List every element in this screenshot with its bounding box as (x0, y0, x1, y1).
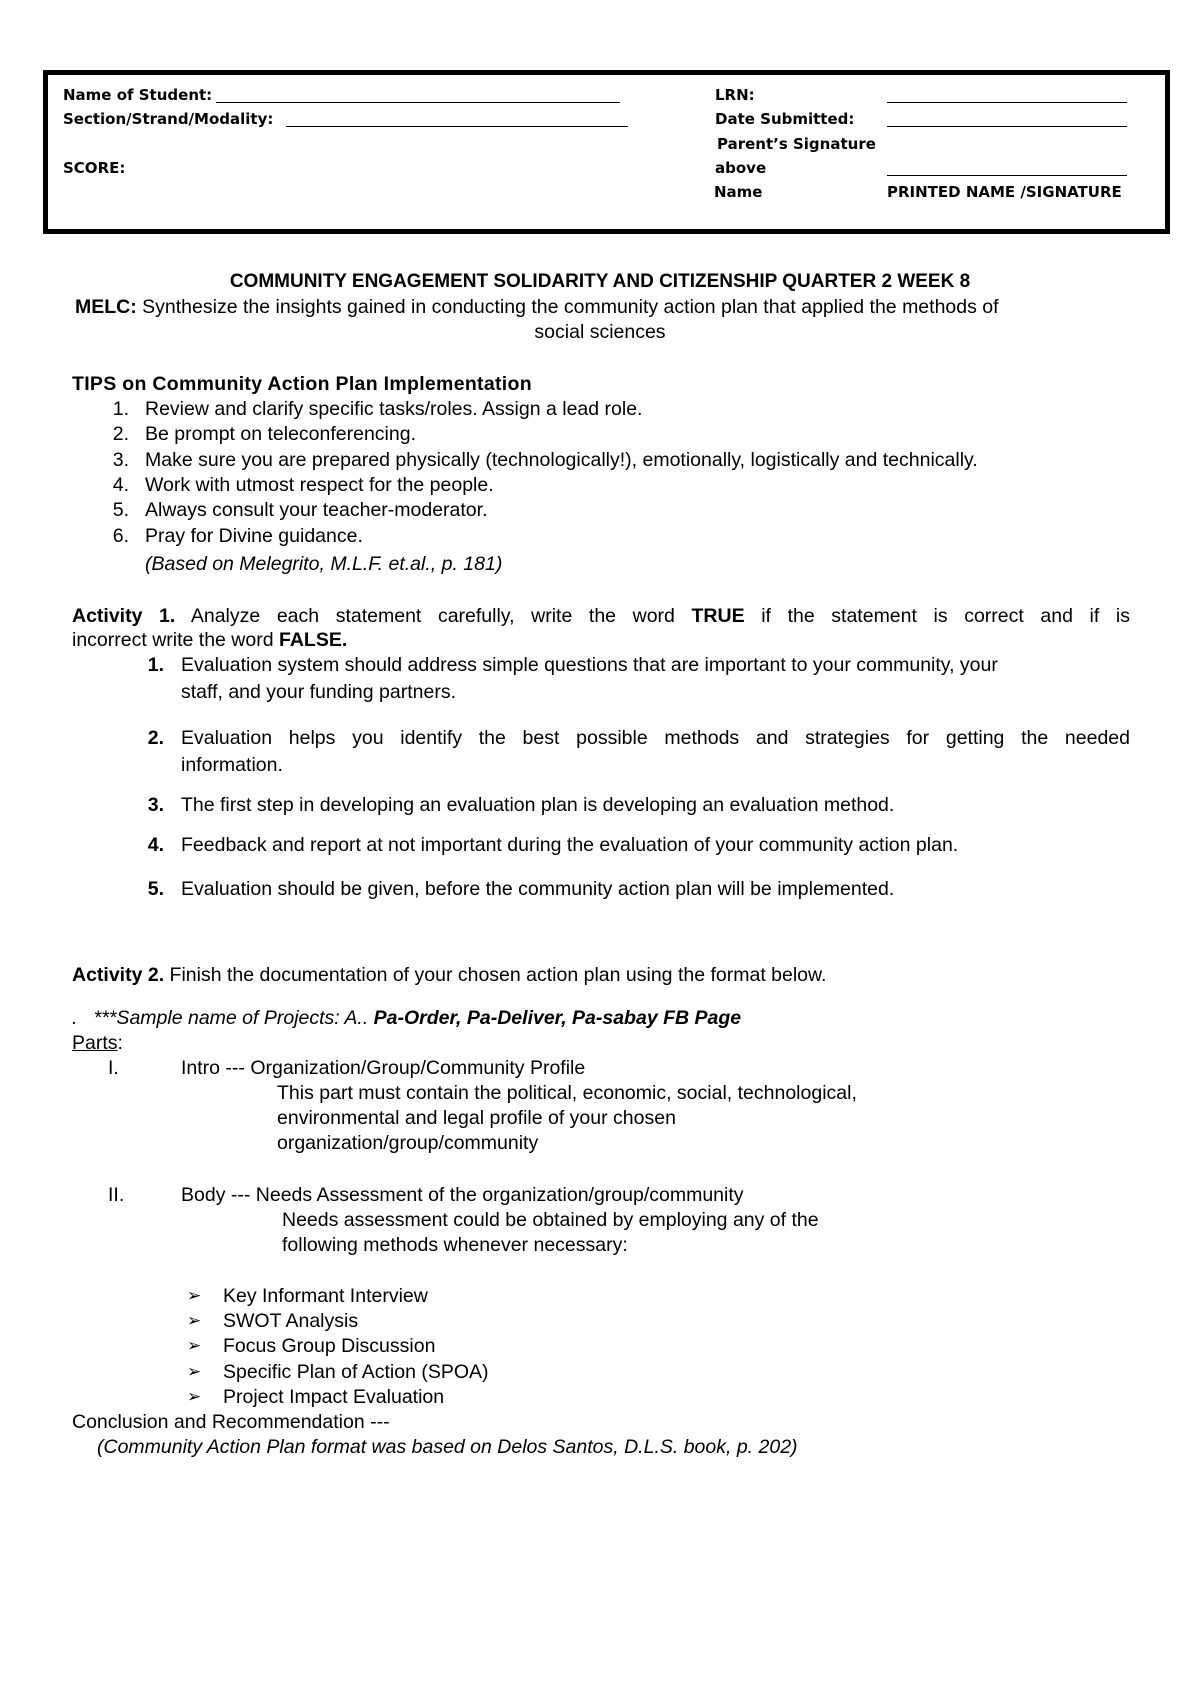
method-item: Specific Plan of Action (SPOA) (223, 1361, 489, 1383)
tip-number: 3. (112, 449, 129, 471)
arrow-bullet-icon: ➢ (187, 1362, 202, 1381)
activity2-label: Activity 2. (72, 964, 165, 986)
sample-projects (72, 1006, 741, 1030)
false-word: FALSE. (279, 629, 348, 651)
tip-text: Always consult your teacher-moderator. (145, 499, 488, 521)
section-field[interactable] (286, 126, 628, 127)
tip-text: Review and clarify specific tasks/roles. Assign a lead role. (145, 398, 643, 420)
part-number: I. (108, 1057, 119, 1079)
melc-label: MELC: (75, 296, 137, 318)
statement-number: 1. (147, 654, 164, 676)
tip-number: 6. (112, 525, 129, 547)
date-submitted-label: Date Submitted: (715, 110, 855, 128)
arrow-bullet-icon: ➢ (187, 1336, 202, 1355)
statement-number: 2. (147, 727, 164, 749)
statement-text: Evaluation should be given, before the community action plan will be implemented. (181, 878, 895, 900)
statement-text: The first step in developing an evaluation plan is developing an evaluation method. (181, 794, 895, 816)
tip-text: Make sure you are prepared physically (technologically!), emotionally, logistically and technically. (145, 449, 978, 471)
tips-heading: TIPS on Community Action Plan Implementation (72, 373, 532, 395)
statement-text: Evaluation system should address simple questions that are important to your community, your (181, 654, 998, 676)
parts-heading (72, 1031, 123, 1055)
tip-text: Work with utmost respect for the people. (145, 474, 494, 496)
date-submitted-field[interactable] (887, 126, 1127, 127)
part-number: II. (108, 1184, 125, 1206)
statement-number: 3. (147, 794, 164, 816)
page-title: COMMUNITY ENGAGEMENT SOLIDARITY AND CITIZENSHIP QUARTER 2 WEEK 8 (229, 271, 971, 292)
tip-text: Pray for Divine guidance. (145, 525, 363, 547)
name-of-student-field[interactable] (216, 102, 620, 103)
method-item: SWOT Analysis (223, 1310, 359, 1332)
parts-colon: : (117, 1032, 123, 1054)
statement-text: Feedback and report at not important during the evaluation of your community action plan. (181, 834, 959, 856)
tip-text: Be prompt on teleconferencing. (145, 423, 417, 445)
statement-text: information. (181, 754, 283, 776)
part2-desc-line: Needs assessment could be obtained by employing any of the (282, 1209, 819, 1231)
melc-line1 (75, 295, 999, 319)
statement-number: 5. (147, 878, 164, 900)
statement-text: staff, and your funding partners. (181, 681, 456, 703)
activity1-intro-b: if the statement is correct and if is (744, 605, 1130, 627)
activity2-intro (72, 963, 826, 987)
melc-text: Synthesize the insights gained in conducting the community action plan that applied the methods of (136, 296, 999, 318)
lrn-label: LRN: (715, 86, 755, 104)
method-item: Project Impact Evaluation (223, 1386, 445, 1408)
method-item: Key Informant Interview (223, 1285, 428, 1307)
method-item: Focus Group Discussion (223, 1335, 436, 1357)
tip-number: 1. (112, 398, 129, 420)
student-info-box (43, 70, 1170, 234)
part2-title: Body --- Needs Assessment of the organization/group/community (181, 1184, 744, 1206)
melc-line2: social sciences (534, 321, 666, 343)
activity1-label: Activity 1. (72, 605, 176, 627)
activity1-intro-line1 (72, 602, 1130, 630)
section-label: Section/Strand/Modality: (63, 110, 274, 128)
activity1-intro-c: incorrect write the word (72, 629, 279, 651)
arrow-bullet-icon: ➢ (187, 1286, 202, 1305)
score-label: SCORE: (63, 159, 126, 177)
part1-desc-line: environmental and legal profile of your chosen (277, 1107, 676, 1129)
activity2-intro-text: Finish the documentation of your chosen action plan using the format below. (164, 964, 827, 986)
tip-number: 5. (112, 499, 129, 521)
activity1-intro-line2 (72, 628, 347, 652)
parent-signature-label: Parent’s Signature (717, 135, 876, 153)
name-of-student-label: Name of Student: (63, 86, 213, 104)
arrow-bullet-icon: ➢ (187, 1387, 202, 1406)
sample-project-names: Pa-Order, Pa-Deliver, Pa-sabay FB Page (373, 1007, 742, 1029)
arrow-bullet-icon: ➢ (187, 1311, 202, 1330)
statement-number: 4. (147, 834, 164, 856)
lrn-field[interactable] (887, 102, 1127, 103)
activity1-intro-a: Analyze each statement carefully, write the word (175, 605, 692, 627)
above-label: above (715, 159, 767, 177)
parent-signature-field[interactable] (887, 175, 1127, 176)
true-word: TRUE (691, 605, 745, 627)
tip-number: 2. (112, 423, 129, 445)
parts-label: Parts (72, 1032, 118, 1054)
statement-text: Evaluation helps you identify the best possible methods and strategies for getting the needed (181, 727, 1130, 749)
tips-source: (Based on Melegrito, M.L.F. et.al., p. 181) (145, 553, 503, 575)
part1-desc-line: This part must contain the political, economic, social, technological, (277, 1082, 857, 1104)
name-label: Name (714, 183, 763, 201)
sample-prefix: . ***Sample name of Projects: A.. (72, 1007, 374, 1029)
part1-title: Intro --- Organization/Group/Community Profile (181, 1057, 586, 1079)
conclusion-line: Conclusion and Recommendation --- (72, 1411, 390, 1433)
part1-desc-line: organization/group/community (277, 1132, 539, 1154)
format-source: (Community Action Plan format was based on Delos Santos, D.L.S. book, p. 202) (97, 1436, 798, 1458)
printed-name-signature-label: PRINTED NAME /SIGNATURE (887, 183, 1122, 201)
tip-number: 4. (112, 474, 129, 496)
part2-desc-line: following methods whenever necessary: (282, 1234, 628, 1256)
